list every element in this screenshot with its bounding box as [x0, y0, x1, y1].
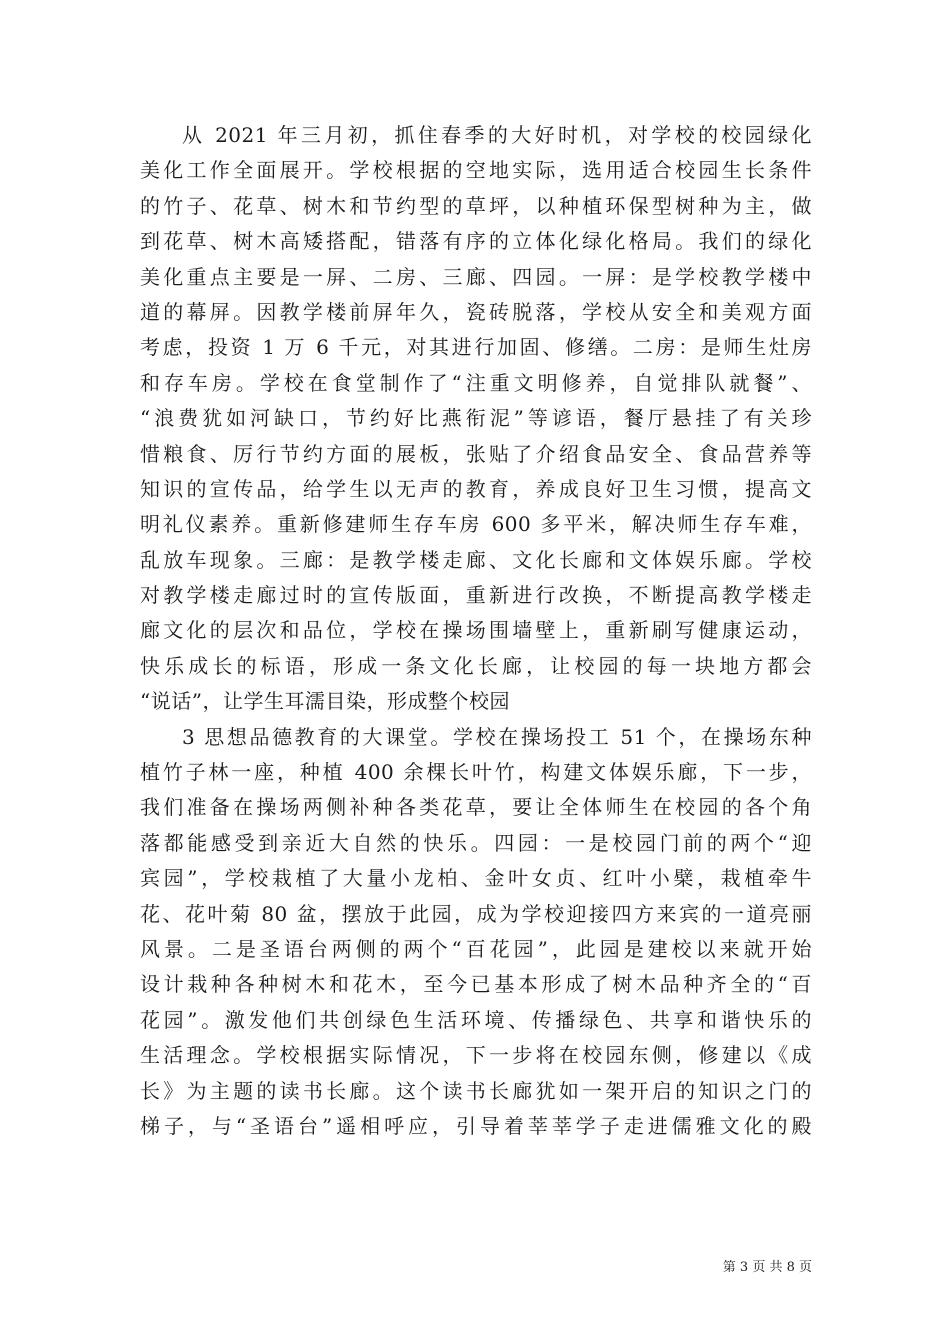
paragraph-line: 花、花叶菊 80 盆，摆放于此园，成为学校迎接四方来宾的一道亮丽	[140, 901, 812, 926]
paragraph-line: “说话”，让学生耳濡目染，形成整个校园	[140, 689, 510, 714]
paragraph-line: 快乐成长的标语，形成一条文化长廊，让校园的每一块地方都会	[140, 653, 812, 678]
paragraph-line: 惜粮食、厉行节约方面的展板，张贴了介绍食品安全、食品营养等	[140, 441, 812, 466]
paragraph-line: 对教学楼走廊过时的宣传版面，重新进行改换，不断提高教学楼走	[140, 583, 812, 608]
paragraph-line: 生活理念。学校根据实际情况，下一步将在校园东侧，修建以《成	[140, 1043, 812, 1068]
paragraph-line: 知识的宣传品，给学生以无声的教育，养成良好卫生习惯，提高文	[140, 476, 812, 501]
paragraph-line: “浪费犹如河缺口，节约好比燕衔泥”等谚语，餐厅悬挂了有关珍	[140, 406, 812, 431]
paragraph-line: 设计栽种各种树木和花木，至今已基本形成了树木品种齐全的“百	[140, 972, 812, 997]
paragraph-line: 美化工作全面展开。学校根据的空地实际，选用适合校园生长条件	[140, 158, 812, 183]
paragraph-line: 植竹子林一座，种植 400 余棵长叶竹，构建文体娱乐廊，下一步，	[140, 760, 812, 785]
paragraph-line: 梯子，与“圣语台”遥相呼应，引导着莘莘学子走进儒雅文化的殿	[140, 1113, 812, 1138]
paragraph-line: 明礼仪素养。重新修建师生存车房 600 多平米，解决师生存车难，	[140, 512, 812, 537]
paragraph-line: 的竹子、花草、树木和节约型的草坪，以种植环保型树种为主，做	[140, 193, 812, 218]
paragraph-line: 到花草、树木高矮搭配，错落有序的立体化绿化格局。我们的绿化	[140, 229, 812, 254]
paragraph-line: 风景。二是圣语台两侧的两个“百花园”，此园是建校以来就开始	[140, 936, 812, 961]
paragraph-line: 我们准备在操场两侧补种各类花草，要让全体师生在校园的各个角	[140, 795, 812, 820]
paragraph-line: 宾园”，学校栽植了大量小龙柏、金叶女贞、红叶小檗，栽植牵牛	[140, 866, 812, 891]
paragraph-line: 落都能感受到亲近大自然的快乐。四园：一是校园门前的两个“迎	[140, 830, 812, 855]
paragraph-line: 花园”。激发他们共创绿色生活环境、传播绿色、共享和谐快乐的	[140, 1007, 812, 1032]
paragraph-line: 乱放车现象。三廊：是教学楼走廊、文化长廊和文体娱乐廊。学校	[140, 547, 812, 572]
paragraph-line: 美化重点主要是一屏、二房、三廊、四园。一屏：是学校教学楼中	[140, 264, 812, 289]
paragraph-line: 3 思想品德教育的大课堂。学校在操场投工 51 个，在操场东种	[182, 724, 812, 749]
paragraph-line: 廊文化的层次和品位，学校在操场围墙壁上，重新刷写健康运动，	[140, 618, 812, 643]
paragraph-line: 从 2021 年三月初，抓住春季的大好时机，对学校的校园绿化	[182, 123, 812, 147]
paragraph-line: 长》为主题的读书长廊。这个读书长廊犹如一架开启的知识之门的	[140, 1078, 812, 1103]
body-text	[140, 118, 812, 1144]
page-footer: 第 3 页 共 8 页	[722, 1260, 812, 1275]
paragraph-line: 考虑，投资 1 万 6 千元，对其进行加固、修缮。二房：是师生灶房	[140, 335, 812, 360]
paragraph-line: 和存车房。学校在食堂制作了“注重文明修养，自觉排队就餐”、	[140, 370, 812, 395]
paragraph-line: 道的幕屏。因教学楼前屏年久，瓷砖脱落，学校从安全和美观方面	[140, 299, 812, 324]
